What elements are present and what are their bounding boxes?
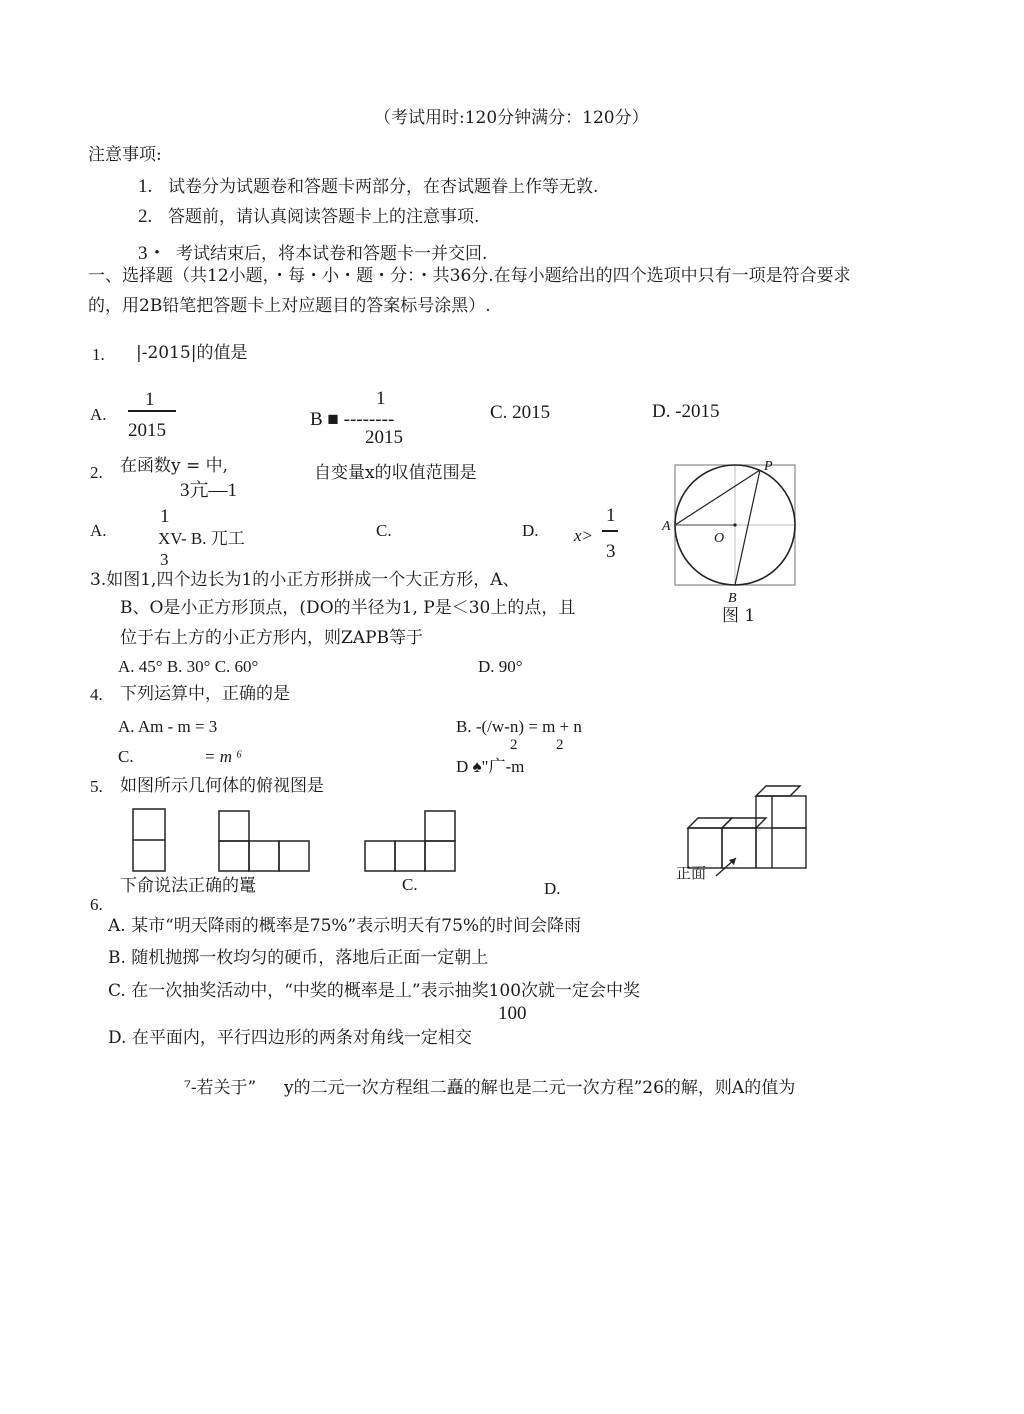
q7-text: y的二元一次方程组二矗的解也是二元一次方程”26的解，则A的值为 bbox=[284, 1078, 796, 1098]
q6-option-d: D. 在平面内，平行四边形的两条对角线一定相交 bbox=[108, 1028, 472, 1048]
notes-title: 注意事项: bbox=[88, 145, 162, 165]
fig-label-o: O bbox=[714, 531, 725, 546]
q1-b-numerator: 1 bbox=[376, 388, 386, 409]
q6-option-b: B. 随机抛掷一枚均匀的硬币，落地后正面一定朝上 bbox=[108, 948, 489, 968]
q2-a-den-fragment: 3 bbox=[160, 550, 169, 569]
section1-line1: 一、选择题（共12小题，・每・小・题・分：・共36分.在每小题给出的四个选项中只有一项是符合要求 bbox=[88, 266, 851, 286]
q4-option-d-fragment: D ♠"广-m bbox=[456, 757, 525, 776]
q5-option-b-shape bbox=[216, 808, 312, 874]
q4-superscript-2: 2 bbox=[556, 737, 564, 753]
q6-overlap-text: 下俞说法正确的鼍 bbox=[120, 876, 256, 896]
q2-option-a-label: A. bbox=[90, 521, 107, 540]
q4-option-c-label: C. bbox=[118, 747, 134, 766]
segment-pb bbox=[735, 470, 760, 585]
q2-d-x: x> bbox=[574, 526, 594, 545]
center-dot bbox=[733, 523, 736, 526]
q1-a-numerator: 1 bbox=[145, 389, 155, 410]
q1-option-a-label: A. bbox=[90, 405, 107, 424]
q6-option-a: A. 某市“明天降雨的概率是75%”表示明天有75%的时间会降雨 bbox=[108, 916, 582, 936]
q2-d-fraction-bar bbox=[602, 530, 618, 532]
note-3-text: 考试结束后，将本试卷和答题卡一并交回. bbox=[176, 244, 488, 264]
section1-line2: 的，用2B铅笔把答题卡上对应题目的答案标号涂黑）. bbox=[88, 296, 491, 316]
fig-label-p: P bbox=[764, 459, 773, 474]
note-2-text: 答题前，请认真阅读答题卡上的注意事项. bbox=[168, 207, 480, 227]
q6-number: 6. bbox=[90, 895, 103, 914]
q2-option-d: D. bbox=[522, 521, 539, 540]
q4-option-c-expr: = m ⁶ bbox=[204, 747, 243, 766]
q1-a-denominator: 2015 bbox=[128, 420, 166, 441]
note-3-num: 3・ bbox=[138, 243, 167, 264]
q2-a-numerator: 1 bbox=[160, 506, 170, 527]
q2-a-den-clip bbox=[158, 550, 172, 569]
q2-stem-part2: 自变量x的収值范围是 bbox=[314, 463, 477, 483]
q6-overlap-c: C. bbox=[402, 875, 418, 894]
note-1-text: 试卷分为试题卷和答题卡两部分，在杏试题眷上作等无敦. bbox=[168, 177, 599, 197]
q1-option-c: C. 2015 bbox=[490, 402, 551, 423]
fig-label-a: A bbox=[662, 519, 671, 534]
q1-b-den-clip bbox=[362, 427, 422, 448]
fig-label-b: B bbox=[728, 591, 737, 606]
q2-option-c: C. bbox=[376, 521, 392, 540]
q4-number: 4. bbox=[90, 685, 103, 704]
q7-prefix: ⁷-若关于” bbox=[184, 1078, 257, 1098]
q2-d-numerator: 1 bbox=[606, 505, 616, 526]
q3-options-abc: A. 45° B. 30° C. 60° bbox=[118, 657, 259, 676]
note-2-num: 2. bbox=[138, 206, 153, 227]
q5-option-a-shape bbox=[130, 806, 170, 874]
q6-overlap-d: D. bbox=[544, 879, 561, 898]
q5-3d-figure bbox=[676, 776, 816, 876]
q3-line1: 3.如图1,四个边长为1的小正方形拼成一个大正方形，A、 bbox=[90, 570, 520, 590]
q4-d-clip bbox=[456, 757, 556, 776]
q3-line3: 位于右上方的小正方形内，则ZAPB等于 bbox=[120, 628, 424, 648]
q2-number: 2. bbox=[90, 463, 103, 482]
figure-1-caption: 图 1 bbox=[722, 606, 756, 626]
q5-front-label: 正面 bbox=[676, 864, 707, 882]
q1-option-b-label: B ■ -------- bbox=[310, 409, 395, 430]
note-1-num: 1. bbox=[138, 176, 153, 197]
q6-option-c: C. 在一次抽奖活动中，“中奖的概率是丄”表示抽奖100次就一定会中奖 bbox=[108, 981, 641, 1001]
q1-option-d: D. -2015 bbox=[652, 401, 720, 422]
q5-number: 5. bbox=[90, 777, 103, 796]
segment-ap bbox=[675, 470, 760, 525]
q2-stem-part1: 在函数y = 中, bbox=[120, 456, 229, 476]
q2-d-denominator: 3 bbox=[606, 541, 616, 562]
q1-a-fraction-bar bbox=[128, 410, 176, 412]
q4-option-b: B. -(/w-n) = m + n bbox=[456, 717, 582, 736]
q3-option-d: D. 90° bbox=[478, 657, 523, 676]
q6-c-denominator: 100 bbox=[498, 1003, 527, 1024]
q2-denominator: 3亢—1 bbox=[180, 480, 238, 501]
q1-b-denominator: 2015 bbox=[365, 427, 403, 448]
exam-info: （考试用时:120分钟满分：120分） bbox=[374, 108, 649, 128]
q5-stem: 如图所示几何体的俯视图是 bbox=[120, 776, 324, 796]
q4-superscript-1: 2 bbox=[510, 737, 518, 753]
q1-number: 1. bbox=[92, 345, 105, 364]
q5-option-c-shape bbox=[362, 808, 458, 874]
q3-line2: B、O是小正方形顶点，(DO的半径为1, P是＜30上的点，且 bbox=[120, 598, 576, 618]
q4-stem: 下列运算中，正确的是 bbox=[120, 684, 290, 704]
q2-a-text: XV- B. 兀工 bbox=[158, 529, 245, 548]
q4-option-a: A. Am - m = 3 bbox=[118, 717, 218, 736]
q1-stem: |-2015|的值是 bbox=[136, 343, 248, 363]
